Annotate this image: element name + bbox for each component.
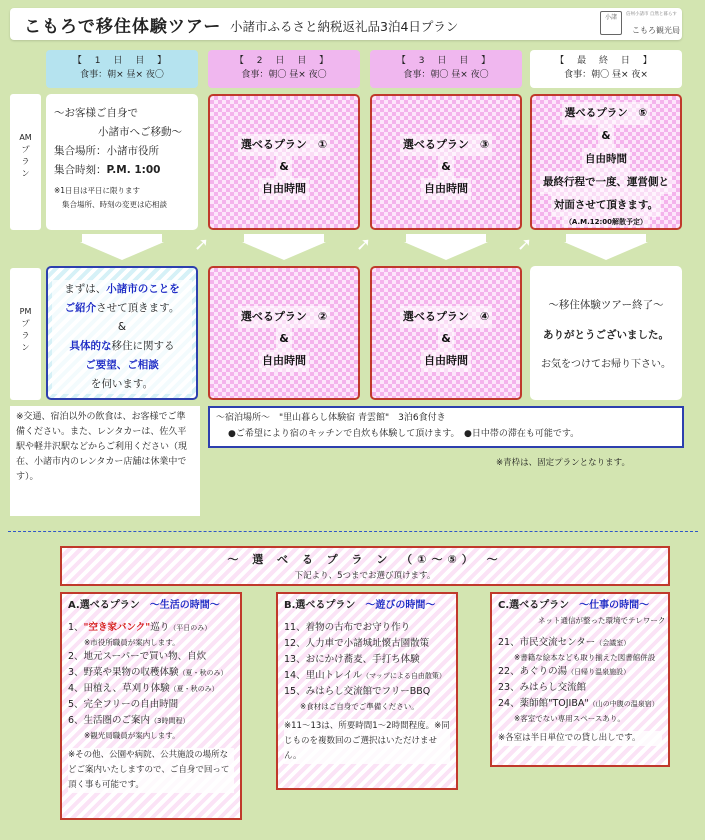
- item-number: 13、: [284, 654, 306, 665]
- box-subnote: ネット通信が整った環境でテレワーク: [538, 616, 666, 625]
- item-text: 生活圏のご案内: [83, 715, 151, 726]
- day3-pm-card: [370, 266, 522, 400]
- am-plan-label: [10, 94, 41, 230]
- list-item: [68, 620, 234, 636]
- text-fragment: まずは、: [64, 283, 107, 295]
- free-time-label: 自由時間: [421, 178, 471, 200]
- pm-plan-label: [10, 268, 41, 400]
- side-text: ラ: [21, 331, 30, 340]
- plan-label: 選べるプラン ⑤: [562, 102, 650, 125]
- highlight-text: ご要望、ご相談: [52, 356, 192, 375]
- side-text: プ: [21, 319, 30, 328]
- item-text: 里山トレイル: [305, 670, 363, 681]
- selectable-plans-header: [60, 546, 670, 586]
- day-title: 【 1 日 目 】: [72, 56, 172, 66]
- plan-box-a: [60, 592, 242, 820]
- item-number: 5、: [68, 699, 84, 710]
- lodging-info: [208, 406, 684, 448]
- logo-tagline: 信州小諸市 自然と暮らす: [626, 12, 677, 17]
- item-number: 3、: [68, 667, 84, 678]
- item-number: 21、: [498, 637, 520, 648]
- day-title: 【 2 日 目 】: [234, 56, 334, 66]
- and-symbol: &: [276, 328, 292, 350]
- label: 集合時刻：: [54, 164, 107, 176]
- item-text: あぐりの湯: [519, 666, 568, 677]
- meeting-time: P.M. 1:00: [106, 164, 161, 176]
- box-title: A.選べるプラン: [68, 600, 140, 611]
- day2-pm-card: [208, 266, 360, 400]
- item-text: 薬師館"TOJIBA": [519, 698, 589, 709]
- text-line: ～移住体験ツアー終了～: [548, 299, 664, 311]
- day-header-4: [530, 50, 682, 88]
- item-text: 地元スーパーで買い物、自炊: [83, 651, 207, 662]
- item-note: ※客室でない専用スペースあり。: [514, 714, 625, 723]
- logo-seal: 小諸: [600, 11, 622, 35]
- and-symbol: &: [276, 156, 292, 178]
- logo: [600, 11, 680, 37]
- text-line: [52, 337, 192, 356]
- side-text: PM: [19, 307, 32, 316]
- list-item: [498, 696, 662, 712]
- down-arrow-1: [80, 234, 164, 260]
- text-line: [54, 161, 190, 180]
- box-footnote: ※11～13は、所要時間1～2時間程度。※同じものを複数回のご選択はいただけません。: [284, 719, 450, 764]
- free-time-label: 自由時間: [259, 178, 309, 200]
- list-item: [498, 664, 662, 680]
- free-time-label: 自由時間: [421, 350, 471, 372]
- divider: [8, 531, 698, 532]
- day2-am-card: [208, 94, 360, 230]
- item-text: 完全フリーの自由時間: [83, 699, 179, 710]
- box-title: C.選べるプラン: [498, 600, 570, 611]
- plan-box-b: [276, 592, 458, 790]
- list-item: [284, 620, 450, 636]
- up-right-arrow-icon: ➚: [517, 234, 533, 255]
- item-suffix: （会議室）: [595, 639, 631, 647]
- box-heading: [68, 598, 234, 614]
- day3-am-card: [370, 94, 522, 230]
- last-day-am-card: [530, 94, 682, 230]
- section-title: ～ 選 べ る プ ラ ン （①～⑤） ～: [227, 553, 503, 566]
- item-text: おにかけ蕎麦、手打ち体験: [305, 654, 420, 665]
- item-suffix: （夏・秋のみ）: [169, 685, 219, 693]
- day-meals: 食事：朝〇 昼× 夜〇: [403, 70, 489, 80]
- item-text: 巡り: [150, 622, 170, 633]
- text-line: 小諸市へご移動～: [98, 126, 182, 138]
- free-time-label: 自由時間: [582, 148, 630, 171]
- text-line: お気をつけてお帰り下さい。: [541, 359, 671, 370]
- item-text: 田植え、草刈り体験: [83, 683, 170, 694]
- day1-pm-card: [46, 266, 198, 400]
- plan-label: 選べるプラン ④: [400, 306, 492, 328]
- day-title: 【 3 日 目 】: [396, 56, 496, 66]
- transport-note: ※交通、宿泊以外の飲食は、お客様でご準備ください。また、レンタカーは、佐久平駅や軽井沢駅などからご利用ください（現在、小諸市内のレンタカー店舗は休業中です）。: [10, 406, 200, 516]
- lodging-line: ●ご希望により宿のキッチンで自炊も体験して頂けます。 ●日中帯の滞在も可能です。: [228, 429, 580, 439]
- text-line: ～お客様ご自身で: [54, 107, 138, 119]
- item-number: 4、: [68, 683, 84, 694]
- item-note: ※書籍な絵本なども取り揃えた図書館併設: [514, 653, 656, 662]
- item-number: 23、: [498, 682, 520, 693]
- item-text: 着物の古布でお守り作り: [305, 622, 411, 633]
- text-line: 対面させて頂きます。: [551, 194, 661, 217]
- box-footnote: ※その他、公園や病院、公共施設の場所などご案内いたしますので、ご自身で回って頂く事も可能です。: [68, 748, 234, 793]
- note-line: 集合場所、時刻の変更は応相談: [62, 200, 167, 209]
- down-arrow-4: [564, 234, 648, 260]
- list-item: [68, 649, 234, 665]
- box-footnote: ※各室は半日単位での貸し出しです。: [498, 731, 662, 746]
- item-number: 12、: [284, 638, 306, 649]
- text-line: 集合場所：小諸市役所: [54, 145, 159, 157]
- list-item: [68, 681, 234, 697]
- plan-label: 選べるプラン ①: [238, 134, 330, 156]
- item-number: 15、: [284, 686, 306, 697]
- item-text: 野菜や果物の収穫体験: [83, 667, 179, 678]
- up-right-arrow-icon: ➚: [356, 234, 372, 255]
- and-symbol: &: [598, 125, 613, 148]
- list-item: [68, 665, 234, 681]
- day-meals: 食事：朝〇 昼× 夜〇: [241, 70, 327, 80]
- list-item: [68, 713, 234, 729]
- item-text: 人力車で小諸城址懐古園散策: [305, 638, 430, 649]
- section-subtitle: 下記より、5つまでお選び頂けます。: [294, 571, 436, 581]
- and-symbol: &: [438, 328, 454, 350]
- list-item: [284, 652, 450, 668]
- item-highlight: "空き家バンク": [83, 622, 151, 633]
- day-meals: 食事：朝〇 昼× 夜×: [564, 70, 648, 80]
- text-line: ありがとうございました。: [543, 329, 669, 341]
- side-text: プ: [21, 145, 30, 154]
- box-heading: [498, 598, 662, 614]
- list-item: [284, 684, 450, 700]
- and-symbol: &: [52, 318, 192, 337]
- header-banner: [10, 8, 682, 40]
- item-text: 市民交流センター: [519, 637, 596, 648]
- item-note: ※食材はご自身でご準備ください。: [300, 702, 419, 711]
- lodging-line: ～宿泊場所～ "里山暮らし体験宿 青雲館" 3泊6食付き: [216, 413, 446, 423]
- list-item: [498, 680, 662, 696]
- item-text: みはらし交流館でフリーBBQ: [305, 686, 431, 697]
- text-line: 最終行程で一度、運営側と: [540, 171, 672, 194]
- side-text: ン: [21, 343, 30, 352]
- free-time-label: 自由時間: [259, 350, 309, 372]
- day-header-3: [370, 50, 522, 88]
- day-title: 【 最 終 日 】: [555, 56, 657, 66]
- and-symbol: &: [438, 156, 454, 178]
- down-arrow-3: [404, 234, 488, 260]
- dismissal-time: （A.M.12:00解散予定）: [562, 217, 650, 227]
- item-suffix: （日帰り温泉施設）: [567, 668, 631, 676]
- day-header-1: [46, 50, 198, 88]
- item-number: 24、: [498, 698, 520, 709]
- side-text: ン: [21, 169, 30, 178]
- item-suffix: （3時間程）: [150, 717, 190, 725]
- plan-box-c: [490, 592, 670, 767]
- item-note: ※市役所職員が案内します。: [84, 638, 180, 647]
- item-number: 1、: [68, 622, 84, 633]
- item-number: 22、: [498, 666, 520, 677]
- text-line: [52, 299, 192, 318]
- item-number: 11、: [284, 622, 306, 633]
- list-item: [498, 635, 662, 651]
- plan-label: 選べるプラン ②: [238, 306, 330, 328]
- item-suffix: （夏・秋のみ）: [178, 669, 228, 677]
- up-right-arrow-icon: ➚: [194, 234, 210, 255]
- note-line: ※1日目は平日に限ります: [54, 186, 141, 195]
- item-suffix: （マップによる自由散策）: [362, 672, 446, 680]
- side-text: ラ: [21, 157, 30, 166]
- page-subtitle: 小諸市ふるさと納税返礼品3泊4日プラン: [230, 19, 459, 34]
- note: [54, 184, 190, 212]
- list-item: [68, 697, 234, 713]
- box-subtitle: ～遊びの時間～: [365, 600, 436, 611]
- highlight-text: ご紹介: [64, 302, 97, 314]
- text-line: を伺います。: [52, 375, 192, 394]
- fixed-plan-note: ※青枠は、固定プランとなります。: [496, 458, 630, 468]
- day-meals: 食事：朝× 昼× 夜〇: [80, 70, 164, 80]
- down-arrow-2: [242, 234, 326, 260]
- item-note: ※観光局職員が案内します。: [84, 731, 180, 740]
- item-number: 2、: [68, 651, 84, 662]
- page-title: こもろで移住体験ツアー: [24, 17, 222, 37]
- highlight-text: 小諸市のことを: [106, 283, 180, 295]
- last-day-pm-card: [530, 266, 682, 400]
- highlight-text: 具体的な: [69, 340, 112, 352]
- list-item: [284, 668, 450, 684]
- box-subtitle: ～仕事の時間～: [579, 600, 650, 611]
- side-text: AM: [19, 133, 32, 142]
- plan-label: 選べるプラン ③: [400, 134, 492, 156]
- day1-am-card: [46, 94, 198, 230]
- day-header-2: [208, 50, 360, 88]
- box-subtitle: ～生活の時間～: [149, 600, 220, 611]
- box-heading: [284, 598, 450, 614]
- logo-name: こもろ観光局: [632, 26, 680, 35]
- text-line: [52, 280, 192, 299]
- list-item: [284, 636, 450, 652]
- text-fragment: させて頂きます。: [96, 302, 180, 314]
- item-number: 6、: [68, 715, 84, 726]
- item-suffix: （平日のみ）: [169, 624, 212, 632]
- box-title: B.選べるプラン: [284, 600, 356, 611]
- text-fragment: 移住に関する: [111, 340, 175, 352]
- item-number: 14、: [284, 670, 306, 681]
- item-text: みはらし交流館: [519, 682, 587, 693]
- item-suffix: （山の中腹の温泉宿）: [588, 700, 659, 708]
